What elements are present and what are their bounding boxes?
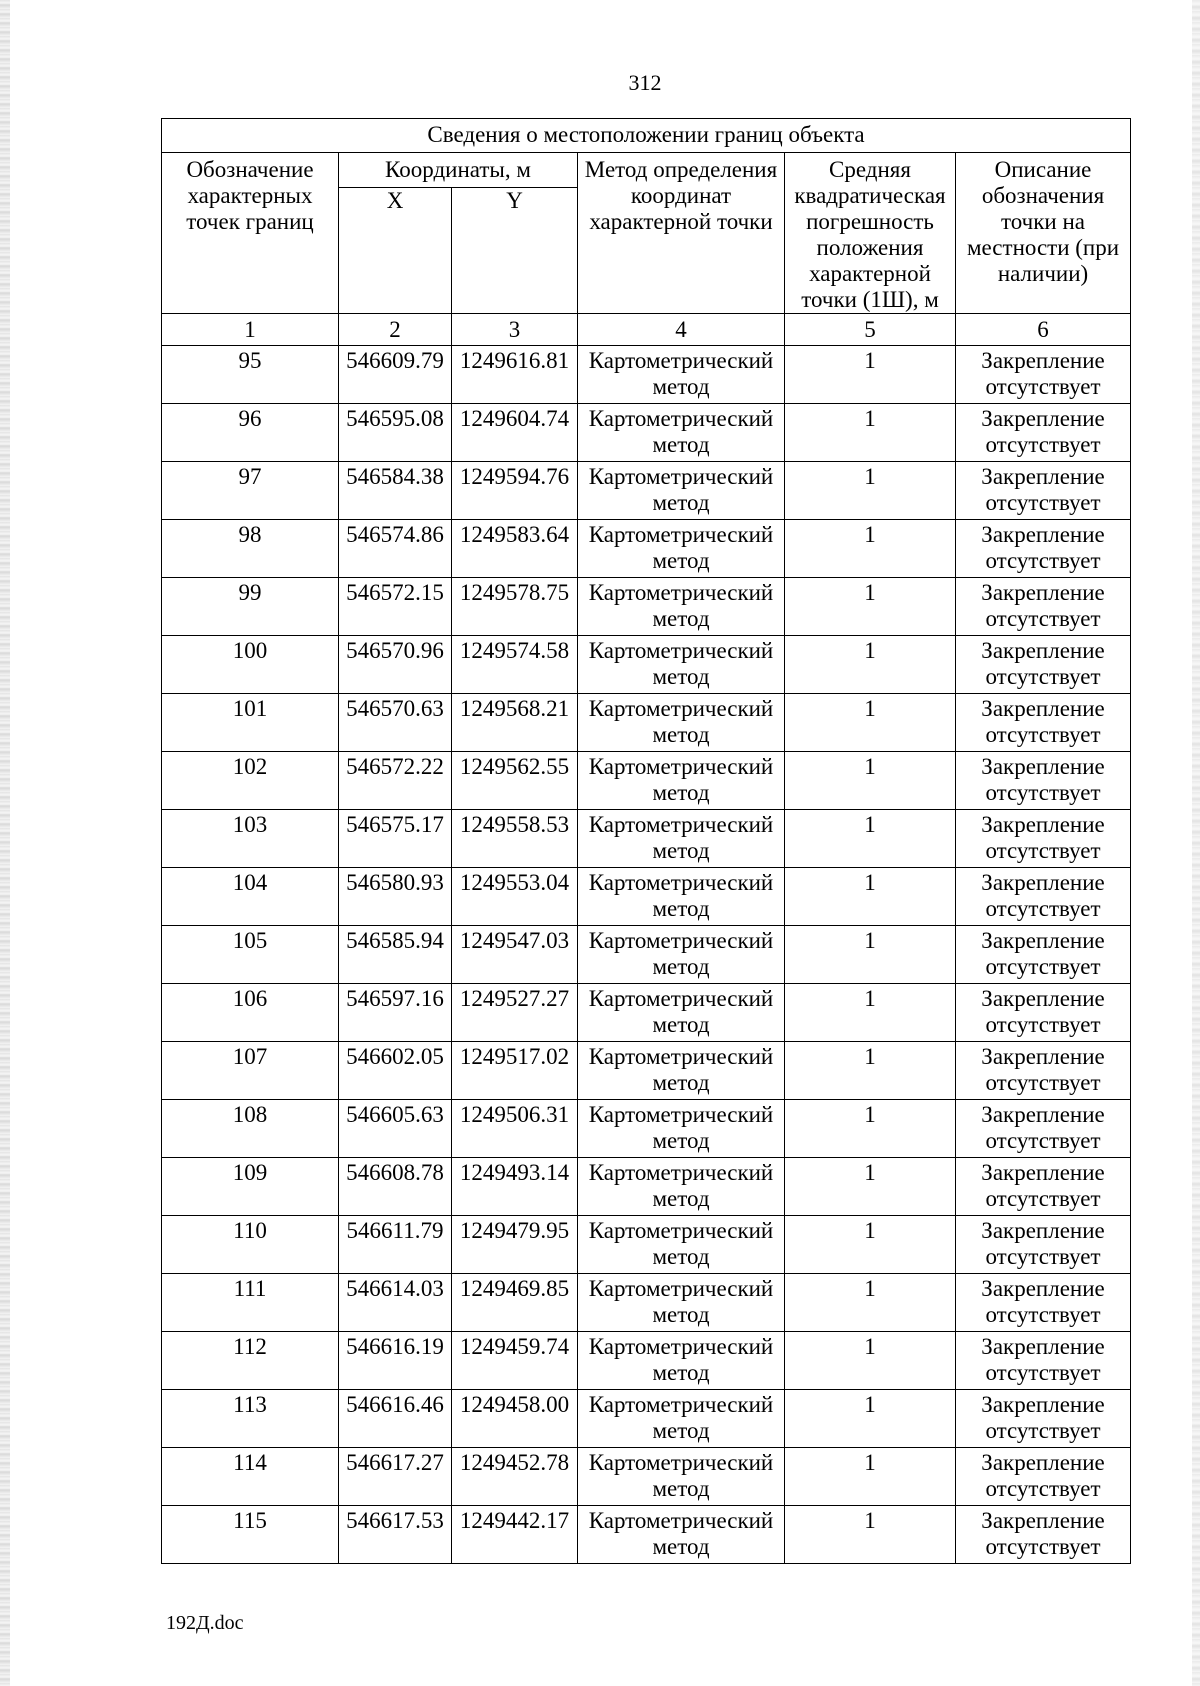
cell-point: 99 [162, 578, 339, 636]
cell-point: 112 [162, 1332, 339, 1390]
cell-description: Закрепление отсутствует [956, 1216, 1131, 1274]
cell-method: Картометрический метод [578, 810, 785, 868]
cell-point: 108 [162, 1100, 339, 1158]
cell-point: 107 [162, 1042, 339, 1100]
header-point: Обозначение характерных точек границ [162, 153, 339, 314]
scan-edge-right [1192, 0, 1200, 1686]
cell-y: 1249594.76 [452, 462, 578, 520]
cell-x: 546572.22 [339, 752, 452, 810]
cell-method: Картометрический метод [578, 404, 785, 462]
cell-method: Картометрический метод [578, 578, 785, 636]
cell-point: 109 [162, 1158, 339, 1216]
table-row [162, 926, 1131, 984]
cell-method: Картометрический метод [578, 346, 785, 404]
cell-x: 546574.86 [339, 520, 452, 578]
cell-error: 1 [785, 1448, 956, 1506]
table-row [162, 636, 1131, 694]
cell-point: 113 [162, 1390, 339, 1448]
cell-x: 546602.05 [339, 1042, 452, 1100]
cell-y: 1249458.00 [452, 1390, 578, 1448]
table-caption-row [162, 119, 1131, 153]
cell-point: 102 [162, 752, 339, 810]
cell-x: 546595.08 [339, 404, 452, 462]
cell-x: 546609.79 [339, 346, 452, 404]
cell-x: 546616.46 [339, 1390, 452, 1448]
table-row [162, 1216, 1131, 1274]
cell-point: 104 [162, 868, 339, 926]
table-row [162, 578, 1131, 636]
cell-error: 1 [785, 1332, 956, 1390]
cell-x: 546614.03 [339, 1274, 452, 1332]
cell-error: 1 [785, 1274, 956, 1332]
cell-point: 96 [162, 404, 339, 462]
cell-error: 1 [785, 926, 956, 984]
cell-x: 546597.16 [339, 984, 452, 1042]
table-row [162, 462, 1131, 520]
cell-method: Картометрический метод [578, 926, 785, 984]
cell-y: 1249553.04 [452, 868, 578, 926]
cell-x: 546572.15 [339, 578, 452, 636]
table-row [162, 752, 1131, 810]
cell-y: 1249578.75 [452, 578, 578, 636]
cell-y: 1249493.14 [452, 1158, 578, 1216]
cell-point: 101 [162, 694, 339, 752]
cell-x: 546570.96 [339, 636, 452, 694]
cell-error: 1 [785, 404, 956, 462]
cell-point: 100 [162, 636, 339, 694]
cell-method: Картометрический метод [578, 694, 785, 752]
header-row [162, 153, 1131, 188]
cell-point: 95 [162, 346, 339, 404]
cell-method: Картометрический метод [578, 520, 785, 578]
cell-y: 1249506.31 [452, 1100, 578, 1158]
cell-x: 546617.53 [339, 1506, 452, 1564]
boundary-coordinates-table [161, 118, 1131, 1564]
cell-x: 546575.17 [339, 810, 452, 868]
cell-description: Закрепление отсутствует [956, 636, 1131, 694]
cell-error: 1 [785, 984, 956, 1042]
cell-description: Закрепление отсутствует [956, 1448, 1131, 1506]
cell-x: 546570.63 [339, 694, 452, 752]
cell-error: 1 [785, 810, 956, 868]
cell-description: Закрепление отсутствует [956, 1042, 1131, 1100]
cell-point: 111 [162, 1274, 339, 1332]
cell-error: 1 [785, 462, 956, 520]
cell-error: 1 [785, 1100, 956, 1158]
cell-point: 98 [162, 520, 339, 578]
cell-y: 1249469.85 [452, 1274, 578, 1332]
table-row [162, 1274, 1131, 1332]
cell-method: Картометрический метод [578, 984, 785, 1042]
column-number: 3 [452, 314, 578, 346]
cell-x: 546584.38 [339, 462, 452, 520]
cell-method: Картометрический метод [578, 1448, 785, 1506]
cell-description: Закрепление отсутствует [956, 404, 1131, 462]
cell-point: 115 [162, 1506, 339, 1564]
cell-y: 1249604.74 [452, 404, 578, 462]
cell-x: 546605.63 [339, 1100, 452, 1158]
cell-description: Закрепление отсутствует [956, 984, 1131, 1042]
cell-y: 1249583.64 [452, 520, 578, 578]
cell-error: 1 [785, 1158, 956, 1216]
column-number: 2 [339, 314, 452, 346]
header-y: Y [452, 187, 578, 314]
cell-y: 1249616.81 [452, 346, 578, 404]
cell-y: 1249442.17 [452, 1506, 578, 1564]
cell-method: Картометрический метод [578, 636, 785, 694]
cell-point: 110 [162, 1216, 339, 1274]
cell-error: 1 [785, 752, 956, 810]
table-row [162, 1042, 1131, 1100]
cell-point: 103 [162, 810, 339, 868]
cell-error: 1 [785, 1216, 956, 1274]
cell-x: 546585.94 [339, 926, 452, 984]
cell-y: 1249562.55 [452, 752, 578, 810]
header-method: Метод определения координат характерной точки [578, 153, 785, 314]
table-row [162, 1100, 1131, 1158]
cell-error: 1 [785, 1390, 956, 1448]
cell-description: Закрепление отсутствует [956, 346, 1131, 404]
cell-point: 97 [162, 462, 339, 520]
cell-description: Закрепление отсутствует [956, 694, 1131, 752]
cell-description: Закрепление отсутствует [956, 520, 1131, 578]
column-numbers-row [162, 314, 1131, 346]
table-row [162, 694, 1131, 752]
cell-description: Закрепление отсутствует [956, 578, 1131, 636]
table-row [162, 868, 1131, 926]
column-number: 4 [578, 314, 785, 346]
cell-description: Закрепление отсутствует [956, 868, 1131, 926]
cell-description: Закрепление отсутствует [956, 752, 1131, 810]
table-row [162, 1158, 1131, 1216]
cell-x: 546611.79 [339, 1216, 452, 1274]
cell-x: 546608.78 [339, 1158, 452, 1216]
cell-description: Закрепление отсутствует [956, 1390, 1131, 1448]
cell-method: Картометрический метод [578, 1216, 785, 1274]
cell-method: Картометрический метод [578, 462, 785, 520]
header-description: Описание обозначения точки на местности (при наличии) [956, 153, 1131, 314]
cell-method: Картометрический метод [578, 1332, 785, 1390]
table-row [162, 1390, 1131, 1448]
cell-y: 1249479.95 [452, 1216, 578, 1274]
cell-error: 1 [785, 868, 956, 926]
cell-description: Закрепление отсутствует [956, 1332, 1131, 1390]
cell-error: 1 [785, 1506, 956, 1564]
cell-description: Закрепление отсутствует [956, 1158, 1131, 1216]
cell-method: Картометрический метод [578, 1158, 785, 1216]
table-row [162, 984, 1131, 1042]
cell-x: 546580.93 [339, 868, 452, 926]
cell-method: Картометрический метод [578, 868, 785, 926]
table-row [162, 1506, 1131, 1564]
scan-edge-left [0, 0, 10, 1686]
table-row [162, 1332, 1131, 1390]
page-number: 312 [628, 70, 662, 95]
cell-method: Картометрический метод [578, 752, 785, 810]
cell-error: 1 [785, 346, 956, 404]
cell-y: 1249574.58 [452, 636, 578, 694]
cell-error: 1 [785, 578, 956, 636]
cell-description: Закрепление отсутствует [956, 926, 1131, 984]
cell-description: Закрепление отсутствует [956, 810, 1131, 868]
cell-description: Закрепление отсутствует [956, 462, 1131, 520]
table-caption: Сведения о местоположении границ объекта [162, 119, 1131, 153]
table-row [162, 810, 1131, 868]
table-row [162, 1448, 1131, 1506]
cell-error: 1 [785, 1042, 956, 1100]
cell-method: Картометрический метод [578, 1100, 785, 1158]
cell-point: 106 [162, 984, 339, 1042]
cell-description: Закрепление отсутствует [956, 1506, 1131, 1564]
cell-error: 1 [785, 636, 956, 694]
cell-description: Закрепление отсутствует [956, 1274, 1131, 1332]
cell-x: 546616.19 [339, 1332, 452, 1390]
cell-method: Картометрический метод [578, 1506, 785, 1564]
header-coordinates: Координаты, м [339, 153, 578, 188]
column-number: 1 [162, 314, 339, 346]
cell-description: Закрепление отсутствует [956, 1100, 1131, 1158]
cell-method: Картометрический метод [578, 1274, 785, 1332]
cell-y: 1249527.27 [452, 984, 578, 1042]
cell-y: 1249517.02 [452, 1042, 578, 1100]
cell-point: 114 [162, 1448, 339, 1506]
cell-method: Картометрический метод [578, 1042, 785, 1100]
table-row [162, 520, 1131, 578]
header-x: X [339, 187, 452, 314]
cell-y: 1249452.78 [452, 1448, 578, 1506]
cell-error: 1 [785, 520, 956, 578]
footer-filename: 192Д.doc [166, 1612, 244, 1634]
cell-point: 105 [162, 926, 339, 984]
cell-error: 1 [785, 694, 956, 752]
table-row [162, 404, 1131, 462]
cell-y: 1249547.03 [452, 926, 578, 984]
cell-y: 1249568.21 [452, 694, 578, 752]
header-error: Средняя квадратическая погрешность положения характерной точки (1Ш), м [785, 153, 956, 314]
column-number: 5 [785, 314, 956, 346]
table-body [162, 119, 1131, 1564]
cell-y: 1249558.53 [452, 810, 578, 868]
cell-method: Картометрический метод [578, 1390, 785, 1448]
cell-y: 1249459.74 [452, 1332, 578, 1390]
column-number: 6 [956, 314, 1131, 346]
cell-x: 546617.27 [339, 1448, 452, 1506]
table-row [162, 346, 1131, 404]
